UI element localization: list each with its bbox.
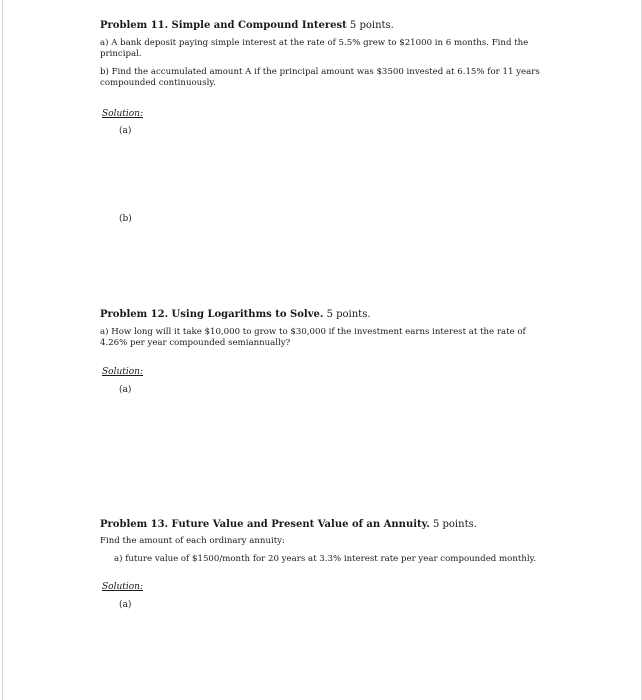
problem-11-answer-a: (a) <box>119 126 132 136</box>
problem-11-part-a: a) A bank deposit paying simple interest at the rate of 5.5% grew to $21000 in 6 months. Find the principal. <box>100 38 529 59</box>
problem-13-points: 5 points. <box>432 519 477 530</box>
problem-11-answer-b: (b) <box>119 214 132 224</box>
problem-13 <box>100 518 550 565</box>
problem-13-answer-a: (a) <box>119 600 132 610</box>
problem-11-solution-label: Solution: <box>102 109 144 119</box>
problem-12-part-a: a) How long will it take $10,000 to grow to $30,000 if the investment earns interest at the rate of 4.26% per year compounded semiannually? <box>100 327 526 348</box>
problem-11-part-b: b) Find the accumulated amount A if the principal amount was $3500 invested at 6.15% for 11 years compounded continuously. <box>100 67 540 88</box>
problem-11 <box>100 19 550 89</box>
problem-11-title: Problem 11. Simple and Compound Interest <box>100 20 347 31</box>
problem-12-heading <box>100 308 550 321</box>
document-page <box>2 0 642 700</box>
problem-11-heading <box>100 19 550 32</box>
problem-12-answer-a: (a) <box>119 385 132 395</box>
problem-12-solution-label: Solution: <box>102 367 144 377</box>
problem-12 <box>100 308 550 349</box>
problem-12-title: Problem 12. Using Logarithms to Solve. <box>100 309 324 320</box>
problem-12-points: 5 points. <box>326 309 371 320</box>
problem-13-title: Problem 13. Future Value and Present Value of an Annuity. <box>100 519 430 530</box>
problem-13-part-a: a) future value of $1500/month for 20 years at 3.3% interest rate per year compounded monthly. <box>114 554 537 564</box>
problem-11-points: 5 points. <box>349 20 394 31</box>
problem-13-intro: Find the amount of each ordinary annuity: <box>100 536 285 546</box>
problem-13-solution-label: Solution: <box>102 582 144 592</box>
problem-13-heading <box>100 518 550 531</box>
